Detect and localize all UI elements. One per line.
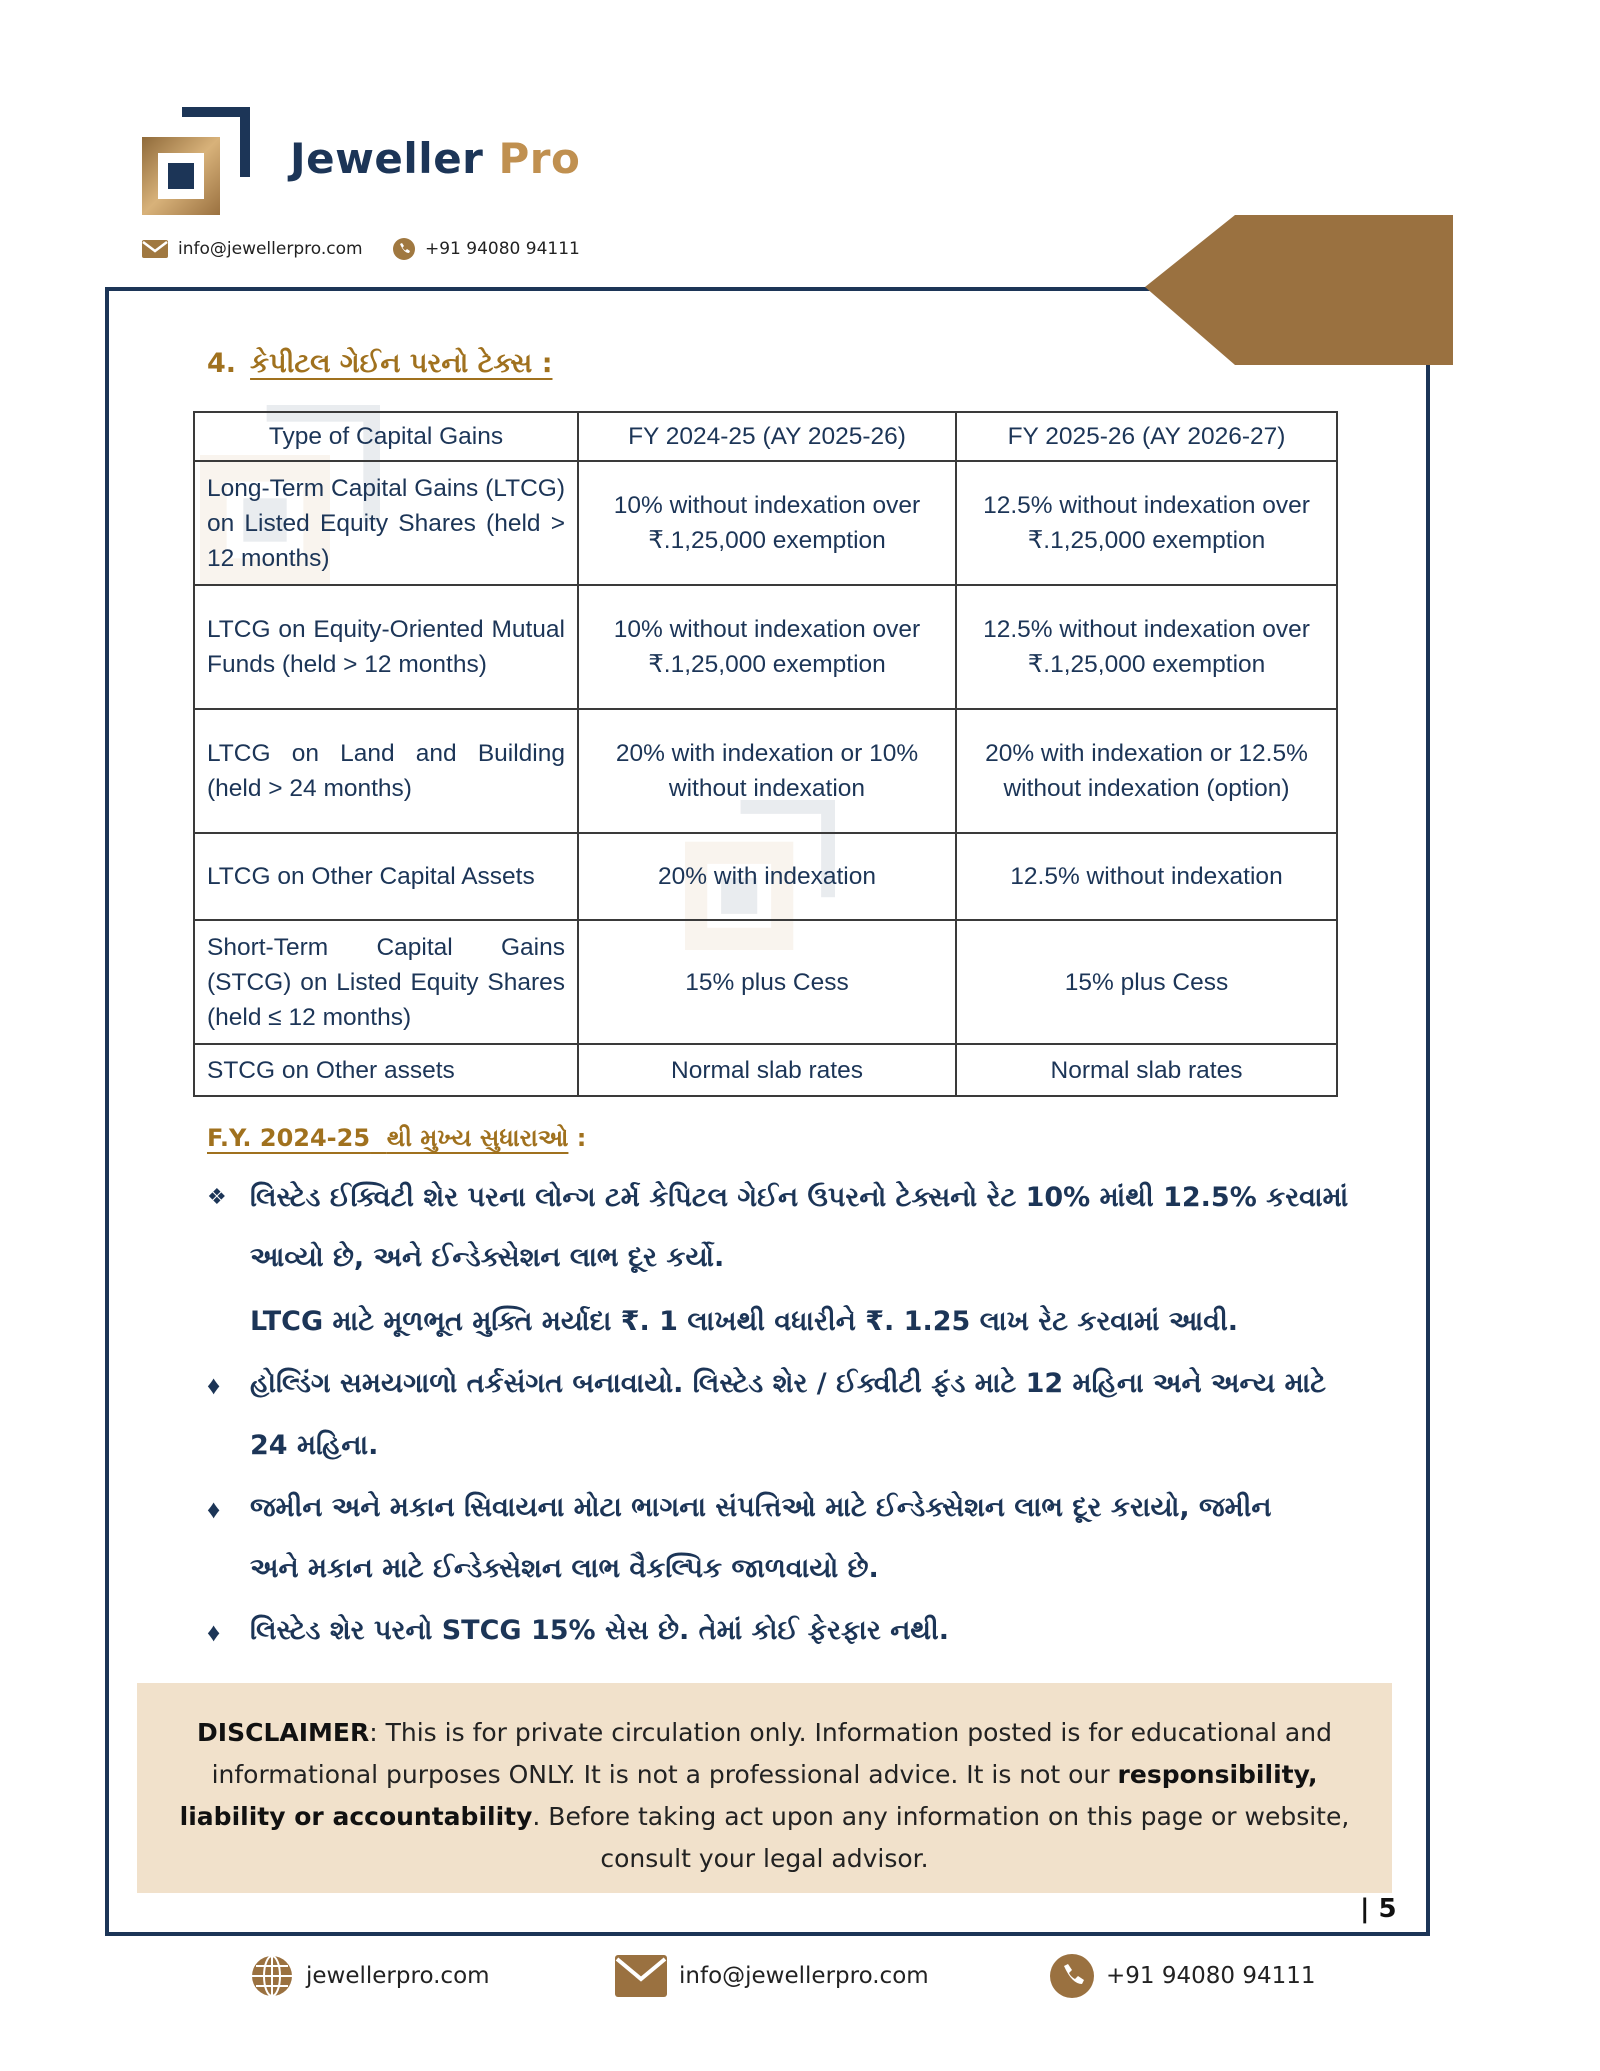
improvements-heading [207, 1124, 586, 1152]
globe-icon [250, 1954, 294, 1998]
table-cell: 15% plus Cess [956, 920, 1337, 1044]
table-header-row [194, 412, 1337, 461]
brand-name-part2: Pro [498, 134, 581, 183]
phone-icon [393, 238, 415, 260]
footer-phone-text: +91 94080 94111 [1106, 1963, 1316, 1989]
improvement-line: 24 મહિના. [250, 1430, 379, 1461]
disclaimer-label: DISCLAIMER [197, 1718, 370, 1747]
table-cell: 12.5% without indexation over ₹.1,25,000 exemption [956, 585, 1337, 709]
phone-icon [1050, 1954, 1094, 1998]
disclaimer-text: : This is for private circulation only. Information posted is for educational and [369, 1718, 1332, 1747]
page-number: | 5 [1360, 1894, 1397, 1924]
header-email[interactable] [142, 236, 363, 262]
brand-name-part1: Jeweller [290, 134, 484, 183]
header-phone[interactable] [393, 236, 580, 262]
table-cell: 20% with indexation or 12.5% without indexation (option) [956, 709, 1337, 833]
table-cell: STCG on Other assets [194, 1044, 578, 1096]
capital-gains-table [193, 411, 1338, 1097]
footer-email-text: info@jewellerpro.com [679, 1963, 929, 1989]
bullet-icon: ♦ [207, 1494, 221, 1524]
disclaimer-line [137, 1802, 1392, 1831]
table-header: FY 2024-25 (AY 2025-26) [578, 412, 956, 461]
disclaimer-line [137, 1760, 1392, 1789]
table-row [194, 461, 1337, 585]
table-cell: 12.5% without indexation over ₹.1,25,000 exemption [956, 461, 1337, 585]
table-row [194, 1044, 1337, 1096]
decorative-tab [1145, 215, 1453, 365]
disclaimer-bold: liability or accountability [179, 1802, 533, 1831]
mail-icon [142, 240, 168, 258]
bullet-icon: ♦ [207, 1617, 221, 1647]
improvement-line: LTCG માટે મૂળભૂત મુક્તિ મર્યાદા ₹. 1 લાખથી વધારીને ₹. 1.25 લાખ રેટ કરવામાં આવી. [250, 1306, 1239, 1337]
table-cell: LTCG on Equity-Oriented Mutual Funds (held > 12 months) [194, 585, 578, 709]
table-cell: 12.5% without indexation [956, 833, 1337, 920]
table-header: FY 2025-26 (AY 2026-27) [956, 412, 1337, 461]
table-cell: 10% without indexation over ₹.1,25,000 exemption [578, 585, 956, 709]
brand-logo [142, 107, 250, 215]
section-title: કેપીટલ ગેઈન પરનો ટેક્સ : [250, 348, 553, 379]
table-cell: LTCG on Land and Building (held > 24 months) [194, 709, 578, 833]
disclaimer-text: informational purposes ONLY. It is not a professional advice. It is not our [211, 1760, 1118, 1789]
table-header: Type of Capital Gains [194, 412, 578, 461]
bullet-icon: ❖ [207, 1184, 227, 1209]
bullet-icon: ♦ [207, 1370, 221, 1400]
table-cell: LTCG on Other Capital Assets [194, 833, 578, 920]
footer-phone[interactable] [1050, 1955, 1316, 1997]
disclaimer-box [137, 1683, 1392, 1893]
improvements-heading-colon: : [576, 1124, 587, 1152]
improvement-line: અને મકાન માટે ઈન્ડેક્સેશન લાભ વૈકલ્પિક જાળવાયો છે. [250, 1553, 879, 1584]
improvement-line: આવ્યો છે, અને ઈન્ડેક્સેશન લાભ દૂર કર્યો. [250, 1242, 725, 1273]
brand-name [290, 134, 580, 183]
mail-icon [615, 1955, 667, 1997]
table-row [194, 833, 1337, 920]
table-cell: 15% plus Cess [578, 920, 956, 1044]
table-cell: 20% with indexation or 10% without indexation [578, 709, 956, 833]
table-cell: Long-Term Capital Gains (LTCG) on Listed Equity Shares (held > 12 months) [194, 461, 578, 585]
disclaimer-line [137, 1718, 1392, 1747]
header-phone-text: +91 94080 94111 [425, 239, 580, 259]
table-row [194, 585, 1337, 709]
improvement-line: જમીન અને મકાન સિવાયના મોટા ભાગના સંપત્તિઓ માટે ઈન્ડેક્સેશન લાભ દૂર કરાયો, જમીન [250, 1492, 1272, 1523]
disclaimer-line: consult your legal advisor. [600, 1844, 929, 1873]
footer-website-text: jewellerpro.com [306, 1963, 490, 1989]
footer-email[interactable] [615, 1955, 929, 1997]
improvements-heading-text: થી મુખ્ય સુધારાઓ [386, 1124, 569, 1152]
table-cell: 10% without indexation over ₹.1,25,000 exemption [578, 461, 956, 585]
section-heading [207, 348, 553, 380]
improvement-line: લિસ્ટેડ શેર પરનો STCG 15% સેસ છે. તેમાં કોઈ ફેરફાર નથી. [250, 1615, 949, 1646]
improvement-line: લિસ્ટેડ ઈક્વિટી શેર પરના લોન્ગ ટર્મ કેપિટલ ગેઈન ઉપરનો ટેક્સનો રેટ 10% માંથી 12.5% કરવામાં [250, 1182, 1349, 1213]
improvement-line: હોલ્ડિંગ સમયગાળો તર્કસંગત બનાવાયો. લિસ્ટેડ શેર / ઈક્વીટી ફંડ માટે 12 મહિના અને અન્ય માટે [250, 1368, 1326, 1399]
table-cell: Short-Term Capital Gains (STCG) on Listed Equity Shares (held ≤ 12 months) [194, 920, 578, 1044]
header-email-text: info@jewellerpro.com [178, 239, 363, 259]
improvements-heading-prefix: F.Y. 2024-25 [207, 1124, 371, 1152]
footer-website[interactable] [250, 1955, 490, 1997]
section-number: 4. [207, 348, 237, 379]
table-row [194, 920, 1337, 1044]
table-cell: Normal slab rates [956, 1044, 1337, 1096]
disclaimer-text: . Before taking act upon any information on this page or website, [532, 1802, 1350, 1831]
disclaimer-bold: responsibility, [1117, 1760, 1318, 1789]
table-cell: Normal slab rates [578, 1044, 956, 1096]
table-row [194, 709, 1337, 833]
table-cell: 20% with indexation [578, 833, 956, 920]
